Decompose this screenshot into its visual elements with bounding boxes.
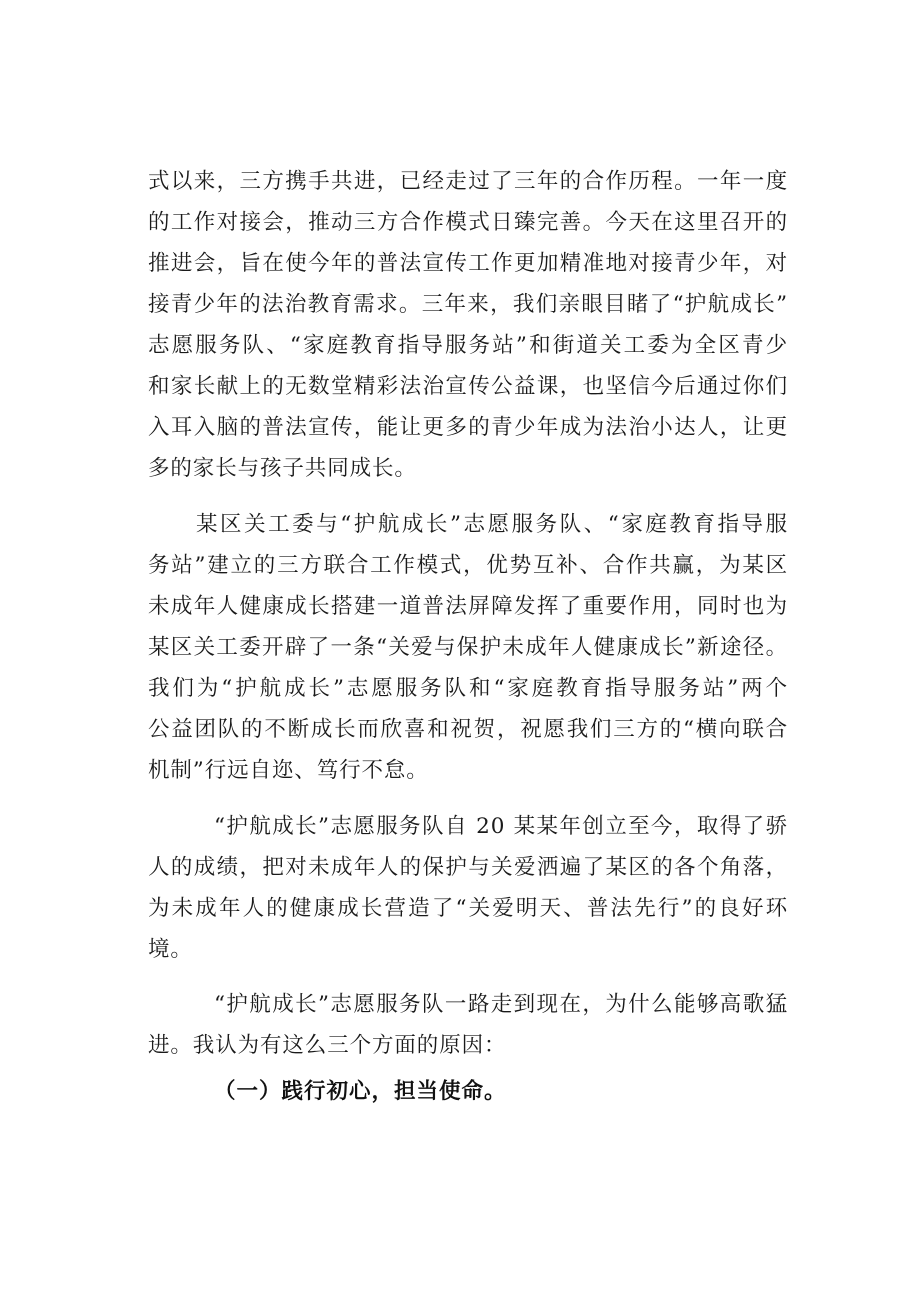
text-line: 务站”建立的三方联合工作模式，优势互补、合作共赢，为某区: [148, 553, 788, 578]
text-line: 接青少年的法治教育需求。三年来，我们亲眼目睹了“护航成长”: [148, 292, 788, 317]
text-line: 的工作对接会，推动三方合作模式日臻完善。今天在这里召开的: [148, 210, 788, 235]
text-line: 我们为“护航成长”志愿服务队和“家庭教育指导服务站”两个: [148, 676, 788, 701]
text-line: 某区关工委开辟了一条“关爱与保护未成年人健康成长”新途径。: [148, 635, 788, 660]
text-line: 推进会，旨在使今年的普法宣传工作更加精准地对接青少年，对: [148, 251, 788, 276]
text-line: “护航成长”志愿服务队自 20 某某年创立至今，取得了骄: [214, 814, 788, 839]
text-line: 和家长献上的无数堂精彩法治宣传公益课，也坚信今后通过你们: [148, 374, 788, 399]
section-heading: （一）践行初心，担当使命。: [214, 1079, 507, 1104]
text-line: “护航成长”志愿服务队一路走到现在，为什么能够高歌猛: [214, 992, 788, 1017]
text-line: 志愿服务队、“家庭教育指导服务站”和街道关工委为全区青少: [148, 333, 788, 358]
text-line: 公益团队的不断成长而欣喜和祝贺，祝愿我们三方的“横向联合: [148, 717, 788, 742]
text-line: 为未成年人的健康成长营造了“关爱明天、普法先行”的良好环: [148, 896, 788, 921]
text-line: 人的成绩，把对未成年人的保护与关爱洒遍了某区的各个角落，: [148, 855, 788, 880]
text-line: 入耳入脑的普法宣传，能让更多的青少年成为法治小达人，让更: [148, 415, 788, 440]
text-line: 进。我认为有这么三个方面的原因：: [148, 1033, 507, 1058]
text-line: 未成年人健康成长搭建一道普法屏障发挥了重要作用，同时也为: [148, 594, 788, 619]
text-line: 多的家长与孩子共同成长。: [148, 456, 417, 481]
text-line: 某区关工委与“护航成长”志愿服务队、“家庭教育指导服: [196, 512, 788, 537]
text-line: 境。: [148, 937, 193, 962]
text-line: 机制”行远自迩、笃行不怠。: [148, 758, 429, 783]
text-line: 式以来，三方携手共进，已经走过了三年的合作历程。一年一度: [148, 169, 788, 194]
